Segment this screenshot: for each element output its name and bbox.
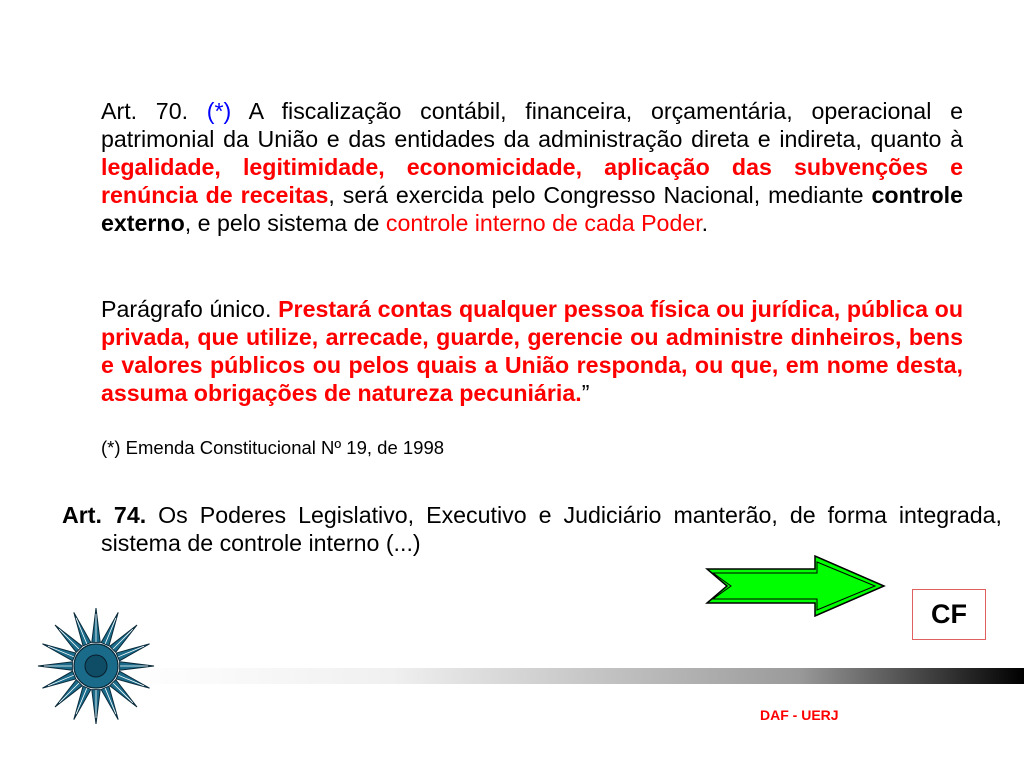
- emblem-ray: [116, 644, 149, 661]
- sole-paragraph: [101, 295, 963, 407]
- emblem-ray: [101, 612, 118, 645]
- amendment-reference: (*): [206, 98, 232, 124]
- art70-text-3: , e pelo sistema de: [184, 210, 386, 236]
- emblem-ray: [74, 686, 91, 719]
- external-control: controle externo: [101, 182, 963, 236]
- paragraph-label: Parágrafo único.: [101, 296, 279, 322]
- emblem-ray-highlight: [59, 683, 79, 703]
- internal-control: controle interno de cada Poder: [385, 210, 702, 236]
- emblem-ray: [42, 671, 75, 688]
- emblem-ray-highlight: [113, 683, 133, 703]
- art74-label: Art. 74.: [62, 502, 147, 528]
- emblem-ray-highlight: [59, 629, 79, 649]
- article-70: [101, 97, 963, 237]
- emblem-ray-highlight: [113, 629, 133, 649]
- art70-text-2: , será exercida pelo Congresso Nacional, mediante: [328, 182, 872, 208]
- audit-criteria: legalidade, legitimidade, economicidade, aplicação das subvenções e renúncia de receitas: [101, 154, 963, 208]
- emblem-ray: [101, 686, 118, 719]
- article-74: [62, 501, 1002, 557]
- footer-label: DAF - UERJ: [760, 707, 839, 723]
- footer-gradient-bar: [120, 668, 1024, 684]
- paragraph-closing: ”: [581, 380, 590, 406]
- emblem-ray: [42, 644, 75, 661]
- right-arrow-icon: [705, 555, 887, 617]
- art70-text-1: A fiscalização contábil, financeira, orçamentária, operacional e patrimonial da União e das entidades da administração direta e indireta, quanto à: [101, 98, 963, 152]
- cf-label-box: [912, 589, 986, 640]
- art70-text-4: .: [701, 210, 709, 236]
- amendment-note: (*) Emenda Constitucional Nº 19, de 1998: [101, 437, 445, 458]
- cf-label: CF: [931, 599, 967, 629]
- art70-intro: Art. 70.: [101, 98, 207, 124]
- emblem-ray: [116, 671, 149, 688]
- art74-text: Os Poderes Legislativo, Executivo e Judiciário manterão, de forma integrada, sistema de controle interno (...): [101, 502, 1002, 556]
- star-emblem-icon: [36, 606, 156, 726]
- paragraph-text: Prestará contas qualquer pessoa física ou jurídica, pública ou privada, que utilize, arrecade, guarde, gerencie ou administre dinheiros, bens e valores públicos ou pelos quais a União responda, ou que, em nome desta, assuma obrigações de natureza pecuniária.: [101, 296, 964, 406]
- emblem-ray: [74, 612, 91, 645]
